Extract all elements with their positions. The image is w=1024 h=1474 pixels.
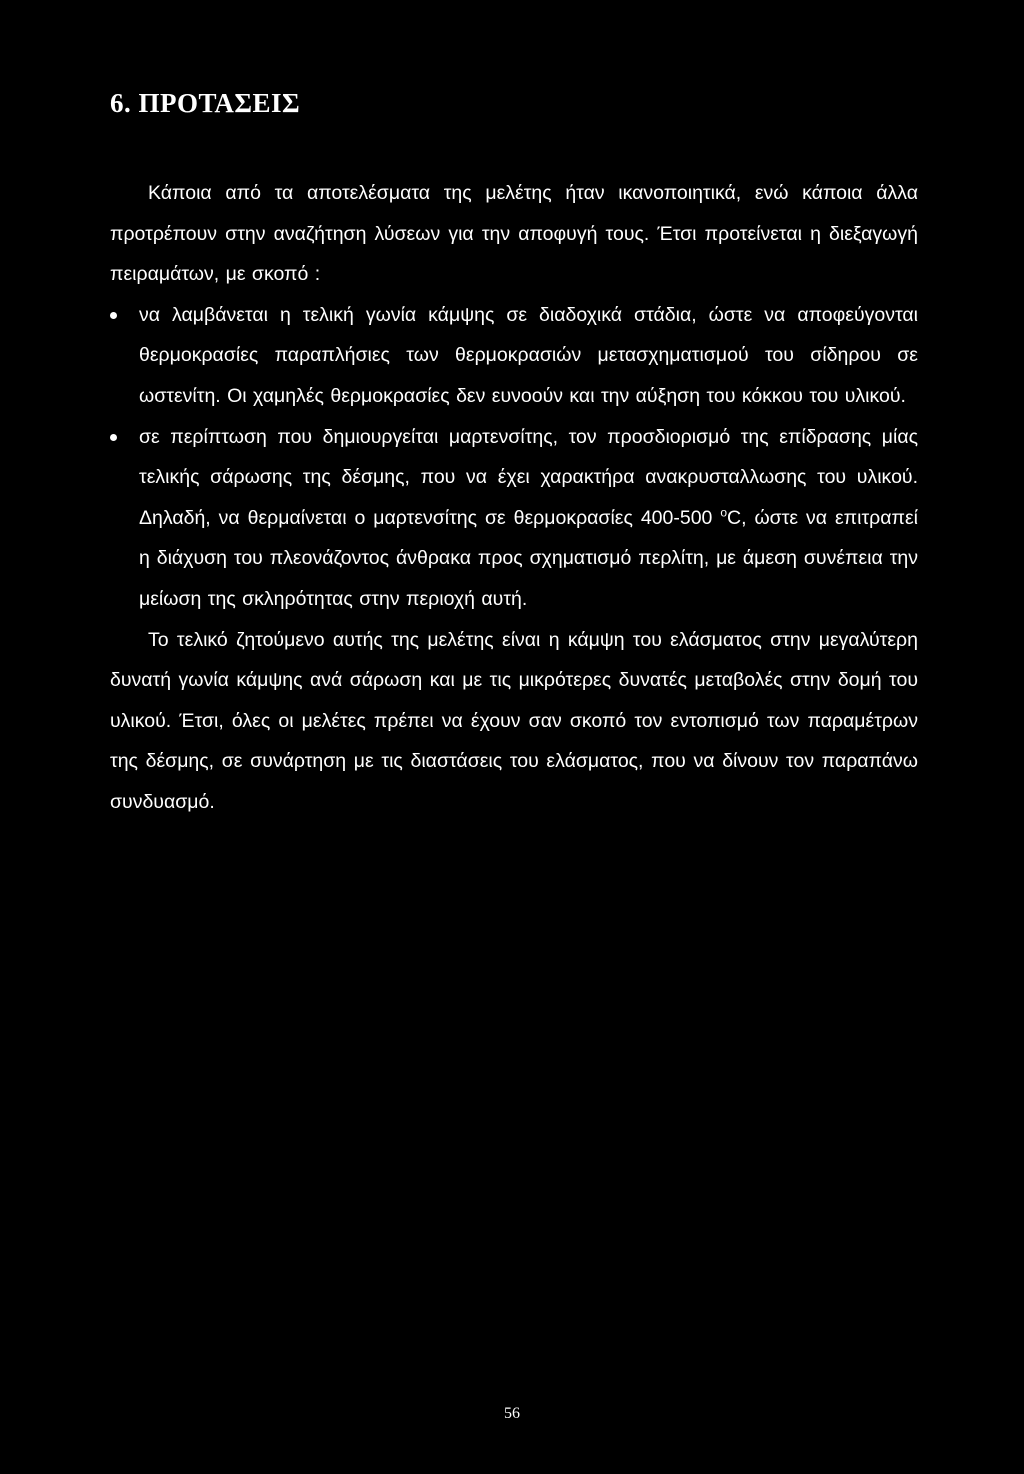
proposal-text-part: σε περίπτωση που δημιουργείται μαρτενσίτης, τον προσδιορισμό της επίδρασης μίας τελικής σάρωσης της δέσμης, που να έχει χαρακτήρα ανακρυσταλλωσης του υλικού. Δηλαδή, να θερμαίνεται ο μαρτενσίτης σε θερμοκρασίες 400-500 <box>139 425 918 529</box>
bullet-icon <box>110 434 117 441</box>
proposal-text-part: C, ώστε να επιτραπεί η διάχυση του πλεονάζοντος άνθρακα προς σχηματισμό περλίτη, με άμεση συνέπεια την μείωση της σκληρότητας στην περιοχή αυτή. <box>139 506 919 610</box>
proposal-item <box>110 295 918 417</box>
section-heading: 6. ΠΡΟΤΑΣΕΙΣ <box>110 88 301 118</box>
page-number: 56 <box>504 1405 520 1422</box>
conclusion-paragraph: Το τελικό ζητούμενο αυτής της μελέτης είναι η κάμψη του ελάσματος στην μεγαλύτερη δυνατή γωνία κάμψης ανά σάρωση και με τις μικρότερες δυνατές μεταβολές στην δομή του υλικού. Έτσι, όλες οι μελέτες πρέπει να έχουν σαν σκοπό τον εντοπισμό των παραμέτρων της δέσμης, σε συνάρτηση με τις διαστάσεις του ελάσματος, που να δίνουν τον παραπάνω συνδυασμό. <box>110 628 918 813</box>
bullet-icon <box>110 312 117 319</box>
section-body <box>110 173 918 823</box>
proposal-item <box>110 417 918 620</box>
proposal-text: να λαμβάνεται η τελική γωνία κάμψης σε διαδοχικά στάδια, ώστε να αποφεύγονται θερμοκρασίες παραπλήσιες των θερμοκρασιών μετασχηματισμού του σίδηρου σε ωστενίτη. Οι χαμηλές θερμοκρασίες δεν ευνοούν και την αύξηση του κόκκου του υλικού. <box>139 303 918 407</box>
proposal-list <box>110 295 918 620</box>
degree-superscript: o <box>720 505 728 520</box>
intro-paragraph: Κάποια από τα αποτελέσματα της μελέτης ήταν ικανοποιητικά, ενώ κάποια άλλα προτρέπουν στην αναζήτηση λύσεων για την αποφυγή τους. Έτσι προτείνεται η διεξαγωγή πειραμάτων, με σκοπό : <box>110 182 918 286</box>
